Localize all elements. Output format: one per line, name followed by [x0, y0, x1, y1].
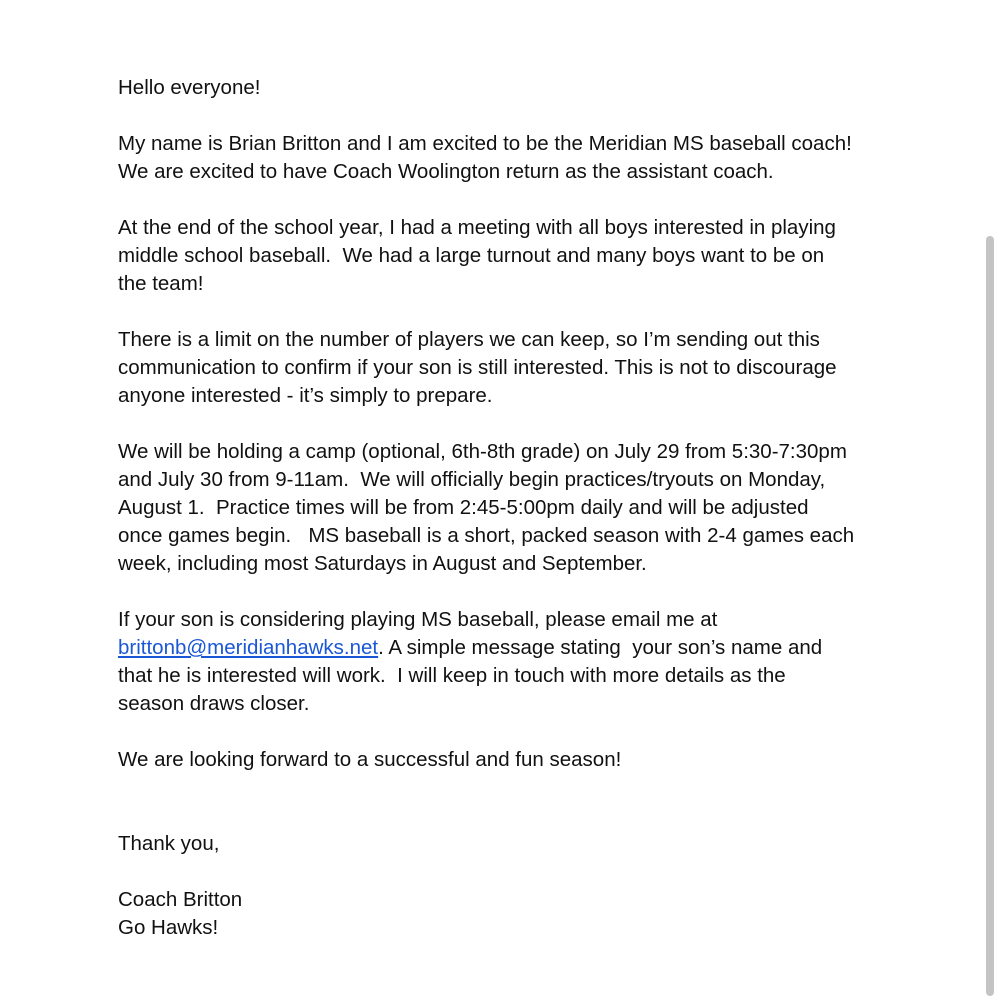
meeting-line-3: the team! [118, 272, 204, 295]
outlook-line: We are looking forward to a successful and fun season! [118, 748, 622, 771]
paragraph-gap [118, 858, 908, 886]
limit-line-2: communication to confirm if your son is still interested. This is not to discourage [118, 356, 837, 379]
contact-line-2 [118, 634, 908, 662]
paragraph-gap [118, 298, 908, 326]
contact-line-3: that he is interested will work. I will keep in touch with more details as the [118, 664, 786, 687]
paragraph-gap [118, 718, 908, 746]
email-link[interactable]: brittonb@meridianhawks.net [118, 636, 379, 659]
closing: Thank you, [118, 832, 220, 855]
scrollbar-thumb[interactable] [986, 236, 994, 996]
vertical-scrollbar[interactable] [986, 236, 994, 996]
intro-line-1: My name is Brian Britton and I am excited to be the Meridian MS baseball coach! [118, 132, 852, 155]
limit-line-1: There is a limit on the number of players we can keep, so I’m sending out this [118, 328, 820, 351]
contact-line-1: If your son is considering playing MS baseball, please email me at [118, 608, 718, 631]
schedule-line-4: once games begin. MS baseball is a short, packed season with 2-4 games each [118, 524, 855, 547]
paragraph-gap [118, 186, 908, 214]
schedule-line-3: August 1. Practice times will be from 2:45-5:00pm daily and will be adjusted [118, 496, 809, 519]
paragraph-gap [118, 410, 908, 438]
signature-tagline: Go Hawks! [118, 916, 219, 939]
paragraph-gap [118, 774, 908, 830]
intro-line-2: We are excited to have Coach Woolington return as the assistant coach. [118, 160, 774, 183]
greeting: Hello everyone! [118, 76, 261, 99]
schedule-line-2: and July 30 from 9-11am. We will officially begin practices/tryouts on Monday, [118, 468, 826, 491]
schedule-line-5: week, including most Saturdays in August and September. [118, 552, 647, 575]
contact-line-2-text: . A simple message stating your son’s name and [378, 636, 823, 659]
contact-line-4: season draws closer. [118, 692, 310, 715]
meeting-line-1: At the end of the school year, I had a meeting with all boys interested in playing [118, 216, 836, 239]
meeting-line-2: middle school baseball. We had a large turnout and many boys want to be on [118, 244, 825, 267]
paragraph-gap [118, 102, 908, 130]
limit-line-3: anyone interested - it’s simply to prepare. [118, 384, 493, 407]
signature-name: Coach Britton [118, 888, 243, 911]
letter-body [118, 74, 908, 942]
schedule-line-1: We will be holding a camp (optional, 6th-8th grade) on July 29 from 5:30-7:30pm [118, 440, 847, 463]
paragraph-gap [118, 578, 908, 606]
